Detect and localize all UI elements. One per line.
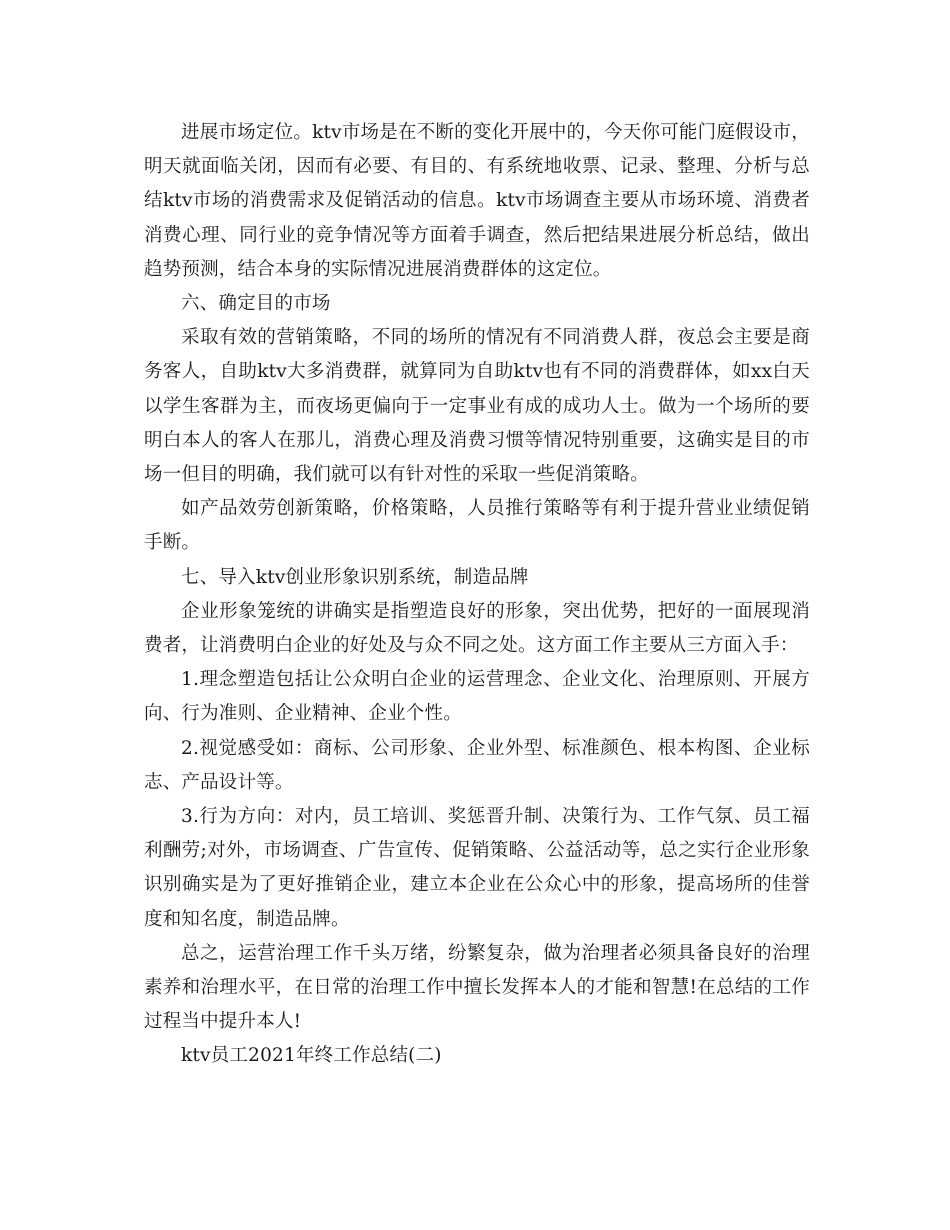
- heading-target-market: 六、确定目的市场: [181, 293, 331, 315]
- document-body: [144, 116, 810, 1074]
- paragraph-market-positioning: 进展市场定位。ktv市场是在不断的变化开展中的，今天你可能门庭假设市，明天就面临关闭，因而有必要、有目的、有系统地收票、记录、整理、分析与总结ktv市场的消费需求及促销活动的信息。ktv市场调查主要从市场环境、消费者消费心理、同行业的竞争情况等方面着手调查，然后把结果进展分析总结，做出趋势预测，结合本身的实际情况进展消费群体的这定位。: [144, 122, 810, 280]
- list-item-concept: 1.理念塑造包括让公众明白企业的运营理念、企业文化、治理原则、开展方向、行为准则、企业精神、企业个性。: [144, 669, 810, 725]
- list-item-visual: 2.视觉感受如：商标、公司形象、企业外型、标准颜色、根本构图、企业标志、产品设计等。: [144, 737, 810, 793]
- list-item-behavior: 3.行为方向：对内，员工培训、奖惩晋升制、决策行为、工作气氛、员工福利酬劳;对外，市场调查、广告宣传、促销策略、公益活动等，总之实行企业形象识别确实是为了更好推销企业，建立本企业在公众心中的形象，提高场所的佳誉度和知名度，制造品牌。: [144, 806, 810, 930]
- paragraph-corporate-image: 企业形象笼统的讲确实是指塑造良好的形象，突出优势，把好的一面展现消费者，让消费明白企业的好处及与众不同之处。这方面工作主要从三方面入手：: [144, 600, 810, 657]
- paragraph-promotion-means: 如产品效劳创新策略，价格策略，人员推行策略等有利于提升营业业绩促销手断。: [144, 498, 810, 554]
- paragraph-conclusion: 总之，运营治理工作千头万绪，纷繁复杂，做为治理者必须具备良好的治理素养和治理水平，在日常的治理工作中擅长发挥本人的才能和智慧!在总结的工作过程当中提升本人!: [144, 942, 810, 1033]
- heading-corporate-identity: 七、导入ktv创业形象识别系统，制造品牌: [181, 566, 529, 588]
- section-title-summary-two: ktv员工2021年终工作总结(二): [181, 1045, 442, 1067]
- paragraph-marketing-strategy: 采取有效的营销策略，不同的场所的情况有不同消费人群，夜总会主要是商务客人，自助ktv大多消费群，就算同为自助ktv也有不同的消费群体，如xx白天以学生客群为主，而夜场更偏向于一定事业有成的成功人士。做为一个场所的要明白本人的客人在那儿，消费心理及消费习惯等情况特别重要，这确实是目的市场一但目的明确，我们就可以有针对性的采取一些促消策略。: [144, 327, 810, 486]
